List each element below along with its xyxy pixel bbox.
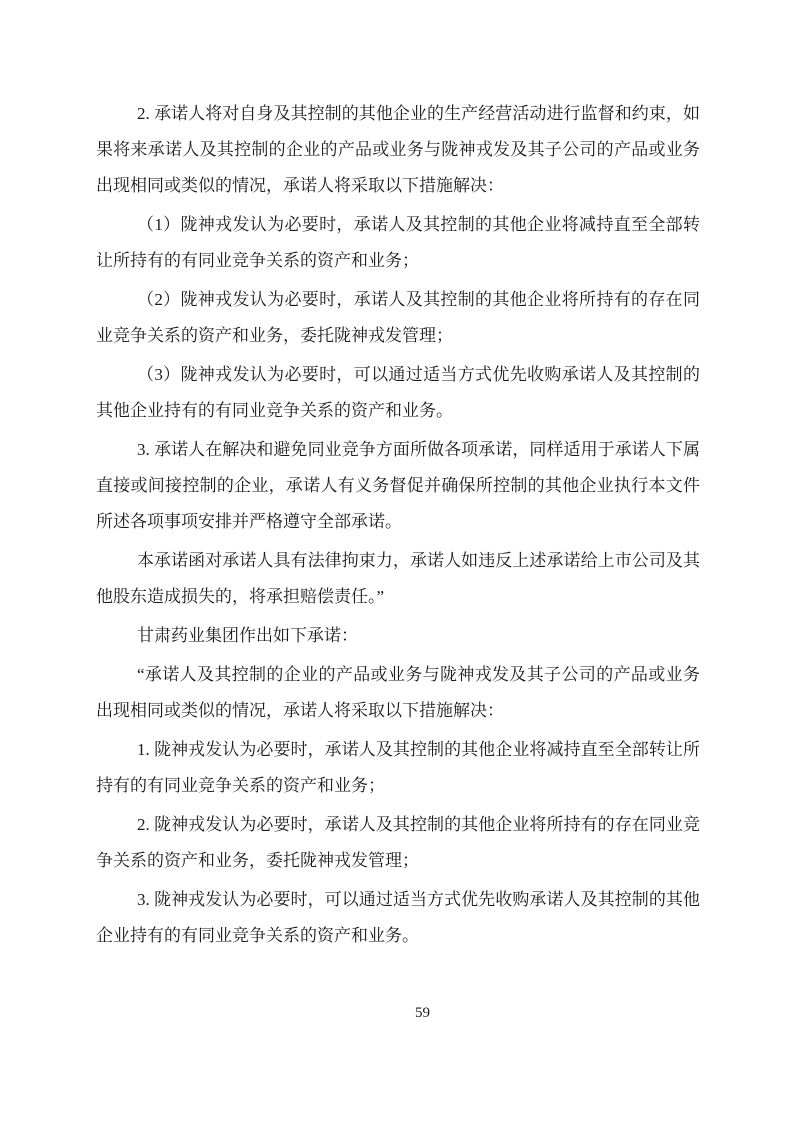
- paragraph: 3. 陇神戎发认为必要时，可以通过适当方式优先收购承诺人及其控制的其他企业持有的有同业竞争关系的资产和业务。: [96, 890, 700, 945]
- paragraph: （2）陇神戎发认为必要时，承诺人及其控制的其他企业将所持有的存在同业竞争关系的资产和业务，委托陇神戎发管理；: [96, 290, 700, 345]
- document-body: [96, 96, 700, 957]
- paragraph: （1）陇神戎发认为必要时，承诺人及其控制的其他企业将减持直至全部转让所持有的有同业竞争关系的资产和业务；: [96, 215, 700, 270]
- page-number: 59: [415, 1005, 430, 1021]
- paragraph: 3. 承诺人在解决和避免同业竞争方面所做各项承诺，同样适用于承诺人下属直接或间接控制的企业，承诺人有义务督促并确保所控制的其他企业执行本文件所述各项事项安排并严格遵守全部承诺。: [96, 440, 700, 531]
- paragraph: 本承诺函对承诺人具有法律拘束力，承诺人如违反上述承诺给上市公司及其他股东造成损失的，将承担赔偿责任。”: [96, 551, 700, 606]
- paragraph: 甘肃药业集团作出如下承诺：: [137, 626, 358, 645]
- paragraph: 2. 陇神戎发认为必要时，承诺人及其控制的其他企业将所持有的存在同业竞争关系的资产和业务，委托陇神戎发管理；: [96, 815, 700, 870]
- paragraph: 2. 承诺人将对自身及其控制的其他企业的生产经营活动进行监督和约束，如果将来承诺人及其控制的企业的产品或业务与陇神戎发及其子公司的产品或业务出现相同或类似的情况，承诺人将采取以下措施解决：: [96, 104, 700, 195]
- paragraph: （3）陇神戎发认为必要时，可以通过适当方式优先收购承诺人及其控制的其他企业持有的有同业竞争关系的资产和业务。: [96, 365, 700, 420]
- paragraph: “承诺人及其控制的企业的产品或业务与陇神戎发及其子公司的产品或业务出现相同或类似的情况，承诺人将采取以下措施解决：: [96, 665, 700, 720]
- paragraph: 1. 陇神戎发认为必要时，承诺人及其控制的其他企业将减持直至全部转让所持有的有同业竞争关系的资产和业务；: [96, 740, 700, 795]
